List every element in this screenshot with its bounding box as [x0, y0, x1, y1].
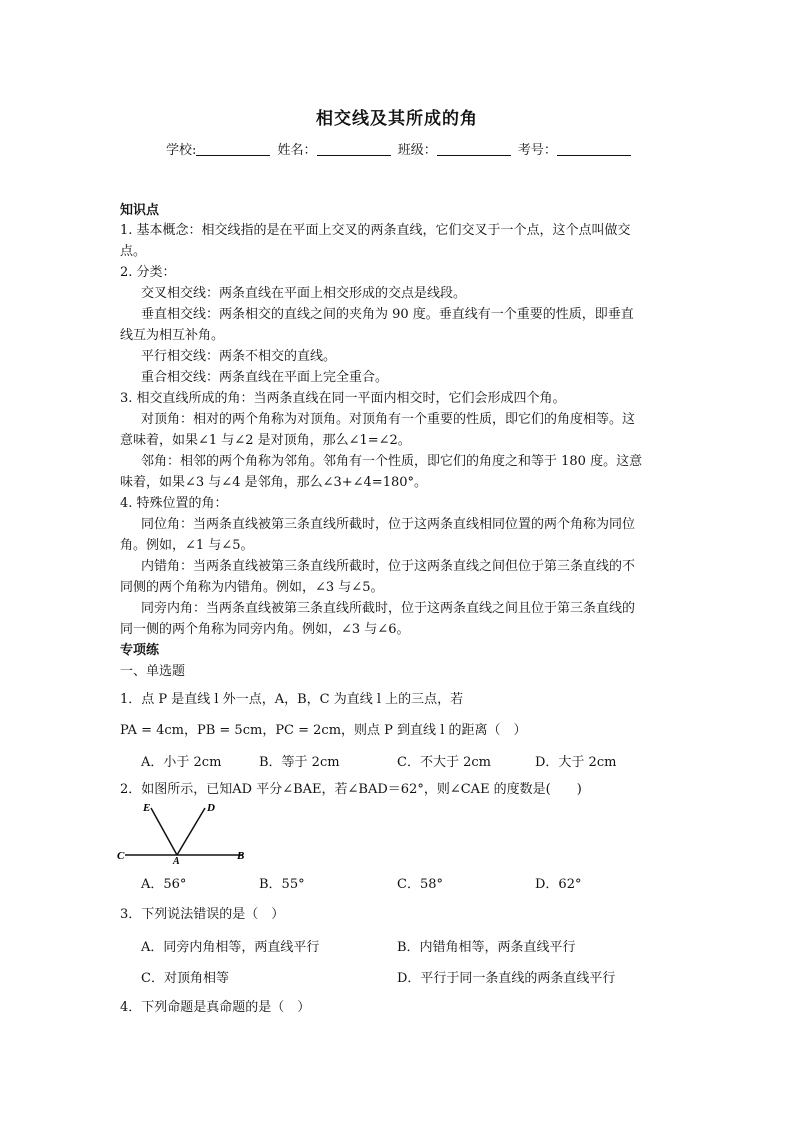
class-label: 班级：: [397, 143, 437, 158]
class-blank[interactable]: [437, 143, 511, 156]
student-info-line: [166, 139, 634, 158]
section-heading: 一、单选题: [120, 664, 186, 679]
knowledge-p4c2: 同一侧的两个角称为同旁内角。例如，∠3 与∠6。: [120, 622, 410, 637]
knowledge-p4b1: 内错角：当两条直线被第三条直线所截时，位于这两条直线之间但位于第三条直线的不: [141, 559, 636, 574]
knowledge-p4a2: 角。例如，∠1 与∠5。: [120, 538, 254, 553]
q2-option-d[interactable]: D．62°: [535, 877, 582, 892]
ray-ae: [151, 808, 177, 855]
knowledge-p2: 2. 分类：: [120, 265, 176, 280]
knowledge-p3: 3. 相交直线所成的角：当两条直线在同一平面内相交时，它们会形成四个角。: [120, 391, 566, 406]
label-c: C: [117, 850, 125, 862]
knowledge-p4a1: 同位角：当两条直线被第三条直线所截时，位于这两条直线相同位置的两个角称为同位: [141, 517, 636, 532]
number-label: 考号：: [517, 143, 557, 158]
q2-option-c[interactable]: C．58°: [397, 877, 443, 892]
knowledge-p1a: 1. 基本概念：相交线指的是在平面上交叉的两条直线，它们交叉于一个点，这个点叫做交: [120, 223, 631, 238]
q3-option-c[interactable]: C．对顶角相等: [141, 971, 229, 986]
knowledge-heading: 知识点: [120, 203, 160, 218]
knowledge-p1b: 点。: [120, 244, 147, 259]
name-label: 姓名：: [277, 143, 317, 158]
q2-option-b[interactable]: B．55°: [259, 877, 305, 892]
q1-option-b[interactable]: B．等于 2cm: [259, 755, 340, 770]
name-blank[interactable]: [317, 143, 391, 156]
label-e: E: [143, 802, 151, 814]
knowledge-p4b2: 同侧的两个角称为内错角。例如，∠3 与∠5。: [120, 580, 384, 595]
school-label: 学校:: [166, 143, 197, 158]
label-b: B: [237, 850, 245, 862]
question-2: 2．如图所示，已知AD 平分∠BAE，若∠BAD＝62°，则∠CAE 的度数是( ): [120, 782, 582, 797]
q3-option-a[interactable]: A．同旁内角相等，两直线平行: [141, 940, 320, 955]
question-4: 4．下列命题是真命题的是（ ）: [120, 1000, 311, 1015]
label-a: A: [173, 856, 180, 864]
knowledge-p2a: 交叉相交线：两条直线在平面上相交形成的交点是线段。: [141, 286, 467, 301]
q2-option-a[interactable]: A．56°: [141, 877, 187, 892]
school-blank[interactable]: [196, 143, 270, 156]
knowledge-p2c: 平行相交线：两条不相交的直线。: [141, 349, 337, 364]
knowledge-p3b1: 邻角：相邻的两个角称为邻角。邻角有一个性质，即它们的角度之和等于 180 度。这意: [141, 454, 643, 469]
q1-option-c[interactable]: C．不大于 2cm: [397, 755, 491, 770]
question-1-line1: 1．点 P 是直线 l 外一点，A，B，C 为直线 l 上的三点，若: [120, 692, 464, 707]
knowledge-p2b1: 垂直相交线：两条相交的直线之间的夹角为 90 度。垂直线有一个重要的性质，即垂直: [141, 307, 634, 322]
knowledge-p2b2: 线互为相互补角。: [120, 328, 225, 343]
knowledge-p3a1: 对顶角：相对的两个角称为对顶角。对顶角有一个重要的性质，即它们的角度相等。这: [141, 412, 636, 427]
question-3: 3．下列说法错误的是（ ）: [120, 907, 285, 922]
q3-option-d[interactable]: D．平行于同一条直线的两条直线平行: [397, 971, 616, 986]
question-1-line2: PA = 4cm，PB = 5cm，PC = 2cm，则点 P 到直线 l 的距离（ ）: [120, 723, 527, 738]
knowledge-p4c1: 同旁内角：当两条直线被第三条直线所截时，位于这两条直线之间且位于第三条直线的: [141, 601, 636, 616]
knowledge-p4: 4. 特殊位置的角：: [120, 496, 228, 511]
q1-option-a[interactable]: A．小于 2cm: [141, 755, 222, 770]
q3-option-b[interactable]: B．内错角相等，两条直线平行: [397, 940, 576, 955]
label-d: D: [207, 802, 215, 814]
number-blank[interactable]: [557, 143, 631, 156]
angle-bisector-figure: [115, 798, 255, 864]
practice-heading: 专项练: [120, 643, 160, 658]
knowledge-p3a2: 意味着，如果∠1 与∠2 是对顶角，那么∠1=∠2。: [120, 433, 411, 448]
knowledge-p3b2: 味着，如果∠3 与∠4 是邻角，那么∠3+∠4=180°。: [120, 475, 428, 490]
knowledge-p2d: 重合相交线：两条直线在平面上完全重合。: [141, 370, 389, 385]
q1-option-d[interactable]: D．大于 2cm: [535, 755, 617, 770]
ray-ad: [177, 808, 205, 855]
page-title: 相交线及其所成的角: [316, 109, 478, 129]
